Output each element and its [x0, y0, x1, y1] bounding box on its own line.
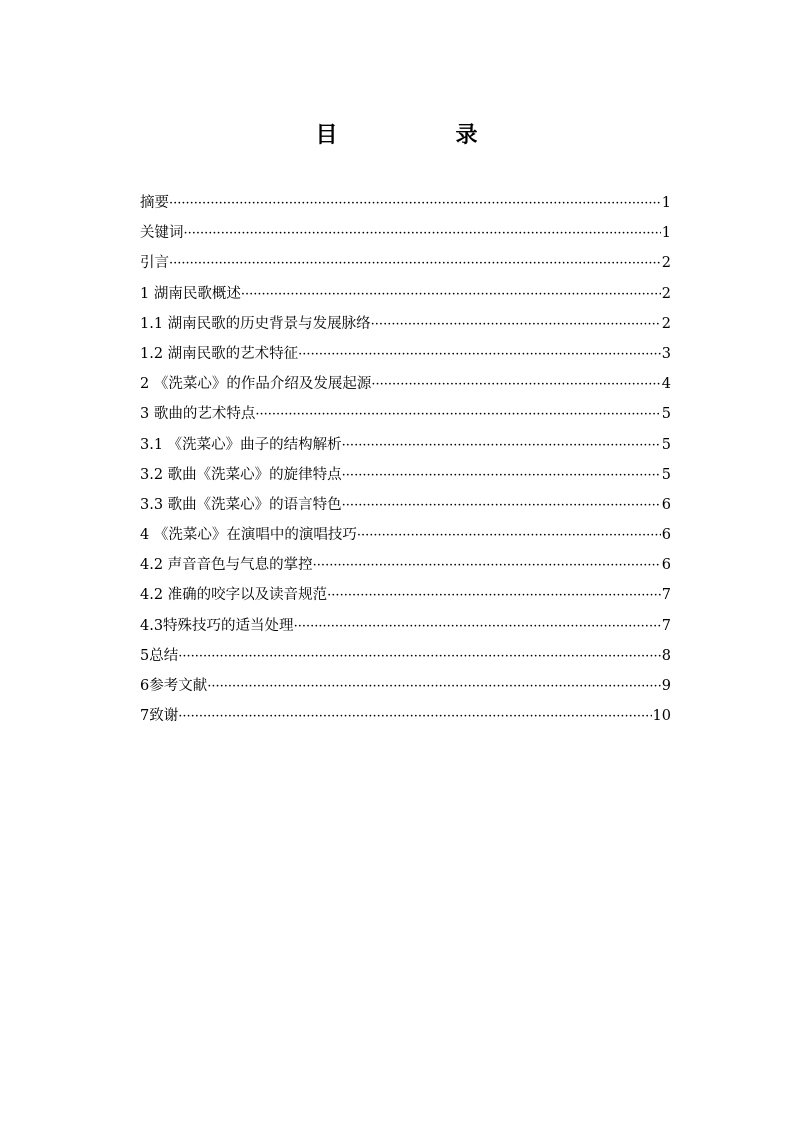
toc-entry-section-1[interactable] — [140, 282, 671, 312]
toc-entry-label: 5总结 — [140, 647, 179, 664]
toc-entry-section-1-2[interactable] — [140, 342, 671, 372]
toc-entry-page: 8 — [661, 647, 671, 664]
toc-dot-leader — [357, 524, 661, 548]
table-of-contents — [140, 191, 671, 734]
toc-entry-label: 摘要 — [140, 195, 169, 211]
toc-dot-leader — [371, 313, 661, 337]
toc-entry-section-5[interactable] — [140, 644, 671, 674]
toc-entry-page: 2 — [661, 285, 671, 302]
toc-entry-label: 6参考文献 — [140, 678, 208, 694]
toc-entry-label: 3.3 歌曲《洗菜心》的语言特色 — [140, 496, 342, 513]
toc-entry-page: 7 — [661, 587, 671, 604]
toc-dot-leader — [178, 705, 651, 729]
toc-dot-leader — [294, 615, 661, 639]
toc-entry-page: 4 — [661, 376, 671, 393]
toc-entry-label: 4.2 声音音色与气息的掌控 — [140, 557, 313, 574]
toc-entry-section-4-2b[interactable] — [140, 583, 671, 613]
toc-entry-page: 10 — [652, 708, 671, 725]
toc-entry-page: 1 — [661, 195, 671, 211]
toc-dot-leader — [241, 283, 661, 307]
toc-entry-page: 5 — [661, 406, 671, 423]
toc-dot-leader — [342, 464, 661, 488]
toc-entry-section-3-2[interactable] — [140, 463, 671, 493]
toc-dot-leader — [184, 222, 661, 246]
toc-entry-label: 引言 — [140, 255, 169, 272]
toc-entry-label: 7致谢 — [140, 708, 179, 725]
toc-entry-page: 2 — [661, 255, 671, 272]
toc-entry-label: 1.1 湖南民歌的历史背景与发展脉络 — [140, 315, 371, 332]
toc-entry-page: 6 — [661, 557, 671, 574]
toc-dot-leader — [298, 343, 661, 367]
toc-entry-section-4-3[interactable] — [140, 614, 671, 644]
toc-entry-section-2[interactable] — [140, 372, 671, 402]
toc-entry-page: 9 — [661, 678, 671, 694]
toc-dot-leader — [169, 192, 661, 216]
toc-dot-leader — [342, 494, 661, 518]
toc-entry-page: 7 — [661, 617, 671, 634]
toc-dot-leader — [169, 252, 661, 276]
toc-entry-label: 3 歌曲的艺术特点 — [140, 406, 256, 423]
toc-entry-label: 2 《洗菜心》的作品介绍及发展起源 — [140, 376, 372, 393]
toc-entry-page: 6 — [661, 527, 671, 544]
toc-entry-page: 5 — [661, 466, 671, 483]
toc-dot-leader — [313, 554, 661, 578]
toc-entry-label: 4.2 准确的咬字以及读音规范 — [140, 587, 328, 604]
toc-entry-label: 1.2 湖南民歌的艺术特征 — [140, 345, 299, 362]
toc-dot-leader — [178, 645, 661, 669]
toc-dot-leader — [207, 675, 661, 699]
toc-entry-label: 4 《洗菜心》在演唱中的演唱技巧 — [140, 527, 357, 544]
toc-entry-section-4[interactable] — [140, 523, 671, 553]
toc-entry-section-3-1[interactable] — [140, 433, 671, 463]
toc-entry-label: 3.2 歌曲《洗菜心》的旋律特点 — [140, 466, 342, 483]
toc-entry-label: 1 湖南民歌概述 — [140, 285, 241, 302]
toc-entry-abstract[interactable] — [140, 191, 671, 221]
toc-entry-introduction[interactable] — [140, 251, 671, 281]
toc-entry-section-6[interactable] — [140, 674, 671, 704]
toc-dot-leader — [371, 373, 660, 397]
toc-dot-leader — [327, 584, 661, 608]
toc-entry-page: 6 — [661, 496, 671, 513]
toc-entry-page: 1 — [661, 225, 671, 242]
toc-entry-section-7[interactable] — [140, 704, 671, 734]
toc-entry-label: 关键词 — [140, 225, 184, 242]
toc-dot-leader — [255, 403, 660, 427]
toc-entry-label: 3.1 《洗菜心》曲子的结构解析 — [140, 436, 342, 453]
toc-entry-label: 4.3特殊技巧的适当处理 — [140, 617, 294, 634]
toc-entry-page: 2 — [661, 315, 671, 332]
toc-dot-leader — [342, 434, 661, 458]
toc-entry-section-4-2a[interactable] — [140, 553, 671, 583]
page-title: 目 录 — [315, 122, 526, 148]
toc-entry-section-1-1[interactable] — [140, 312, 671, 342]
toc-entry-page: 5 — [661, 436, 671, 453]
toc-entry-page: 3 — [661, 345, 671, 362]
toc-entry-section-3-3[interactable] — [140, 493, 671, 523]
toc-entry-keywords[interactable] — [140, 221, 671, 251]
toc-entry-section-3[interactable] — [140, 402, 671, 432]
